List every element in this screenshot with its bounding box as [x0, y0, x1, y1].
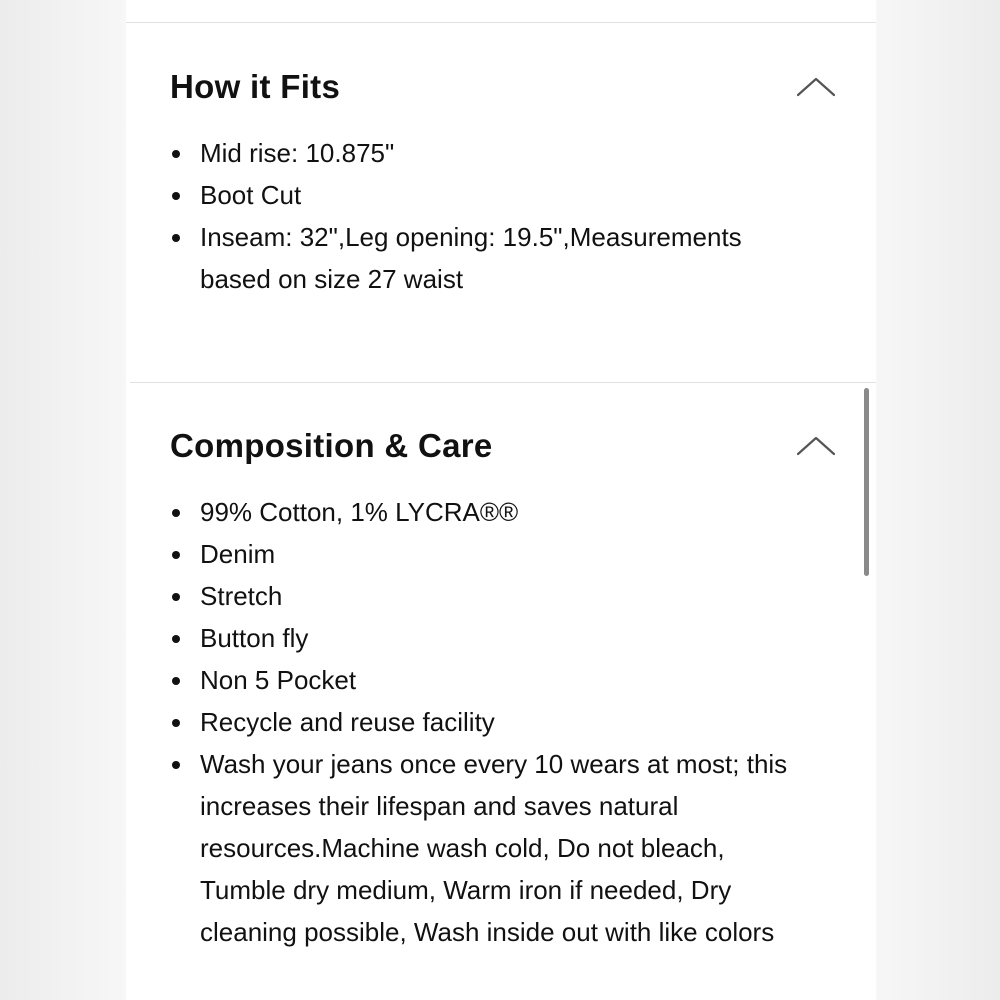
- composition-care-list: [170, 491, 810, 953]
- list-item: 99% Cotton, 1% LYCRA®®: [170, 491, 810, 533]
- composition-care-header[interactable]: [170, 421, 836, 471]
- list-item: Non 5 Pocket: [170, 659, 810, 701]
- list-item: Recycle and reuse facility: [170, 701, 810, 743]
- details-panel: [126, 0, 876, 1000]
- chevron-up-icon[interactable]: [796, 434, 836, 458]
- top-divider: [126, 22, 876, 23]
- how-it-fits-header[interactable]: [170, 62, 836, 112]
- list-item: Button fly: [170, 617, 810, 659]
- how-it-fits-title: How it Fits: [170, 68, 341, 105]
- how-it-fits-list: [170, 132, 810, 300]
- list-item: Denim: [170, 533, 810, 575]
- list-item: Wash your jeans once every 10 wears at most; this increases their lifespan and saves natural resources.Machine wash cold, Do not bleach, Tumble dry medium, Warm iron if needed, Dry cleaning possible, Wash inside out with like colors: [170, 743, 810, 953]
- list-item: Inseam: 32",Leg opening: 19.5",Measurements based on size 27 waist: [170, 216, 810, 300]
- section-divider: [130, 382, 876, 383]
- scrollbar[interactable]: [864, 388, 869, 576]
- list-item: Mid rise: 10.875": [170, 132, 810, 174]
- list-item: Stretch: [170, 575, 810, 617]
- composition-care-title: Composition & Care: [170, 427, 493, 464]
- chevron-up-icon[interactable]: [796, 75, 836, 99]
- list-item: Boot Cut: [170, 174, 810, 216]
